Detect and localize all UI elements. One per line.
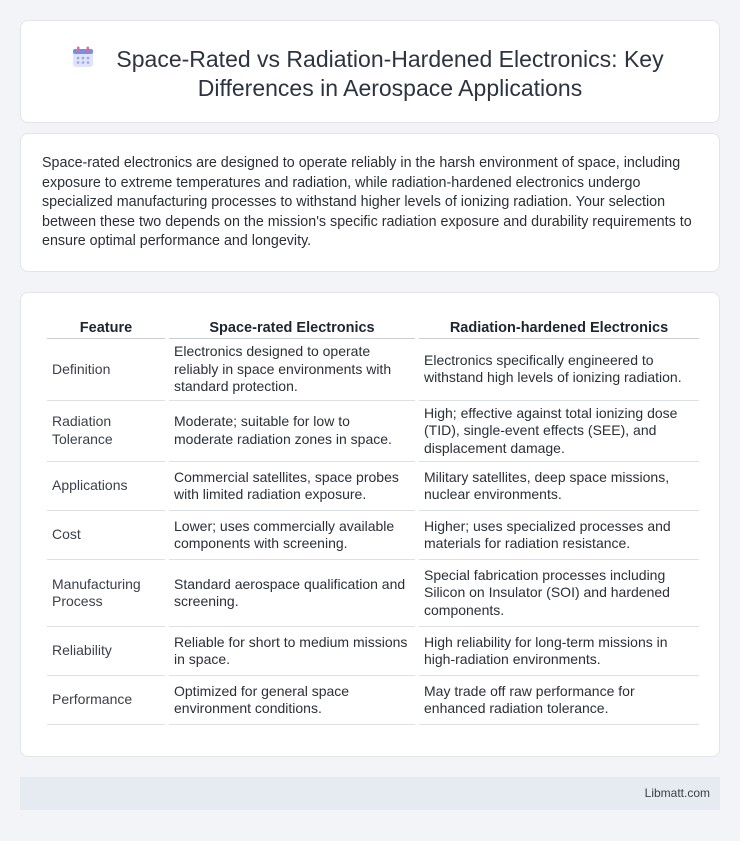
table-header-row xyxy=(47,315,699,339)
feature-cell: Reliability xyxy=(47,627,165,676)
table-row xyxy=(47,560,699,627)
comparison-card xyxy=(20,292,720,757)
space-rated-cell: Commercial satellites, space probes with limited radiation exposure. xyxy=(169,462,415,511)
header-radiation-hardened: Radiation-hardened Electronics xyxy=(419,315,699,339)
radiation-hardened-cell: High reliability for long-term missions in high-radiation environments. xyxy=(419,627,699,676)
header-space-rated: Space-rated Electronics xyxy=(169,315,415,339)
radiation-hardened-cell: High; effective against total ionizing dose (TID), single-event effects (SEE), and displacement damage. xyxy=(419,401,699,463)
radiation-hardened-cell: May trade off raw performance for enhanced radiation tolerance. xyxy=(419,676,699,725)
radiation-hardened-cell: Special fabrication processes including Silicon on Insulator (SOI) and hardened components. xyxy=(419,560,699,627)
feature-cell: Performance xyxy=(47,676,165,725)
space-rated-cell: Electronics designed to operate reliably in space environments with standard protection. xyxy=(169,339,415,401)
feature-cell: Cost xyxy=(47,511,165,560)
space-rated-cell: Standard aerospace qualification and screening. xyxy=(169,560,415,627)
feature-cell: Definition xyxy=(47,339,165,401)
intro-paragraph: Space-rated electronics are designed to operate reliably in the harsh environment of space, including exposure to extreme temperatures and radiation, while radiation-hardened electronics undergo specialized manufacturing processes to withstand higher levels of ionizing radiation. Your selection between these two depends on the mission's specific radiation exposure and durability requirements to ensure optimal performance and longevity. xyxy=(42,155,692,249)
feature-cell: Applications xyxy=(47,462,165,511)
space-rated-cell: Optimized for general space environment conditions. xyxy=(169,676,415,725)
table-row xyxy=(47,511,699,560)
comparison-table xyxy=(43,315,703,725)
table-row xyxy=(47,462,699,511)
radiation-hardened-cell: Military satellites, deep space missions, nuclear environments. xyxy=(419,462,699,511)
radiation-hardened-cell: Higher; uses specialized processes and materials for radiation resistance. xyxy=(419,511,699,560)
footer-brand-link[interactable]: Libmatt.com xyxy=(644,786,710,800)
table-row xyxy=(47,676,699,725)
feature-cell: Radiation Tolerance xyxy=(47,401,165,463)
table-row xyxy=(47,627,699,676)
feature-cell: Manufacturing Process xyxy=(47,560,165,627)
space-rated-cell: Reliable for short to medium missions in space. xyxy=(169,627,415,676)
page-title: Space-Rated vs Radiation-Hardened Electronics: Key Differences in Aerospace Applications xyxy=(116,46,664,101)
radiation-hardened-cell: Electronics specifically engineered to withstand high levels of ionizing radiation. xyxy=(419,339,699,401)
intro-card xyxy=(20,133,720,272)
space-rated-cell: Lower; uses commercially available components with screening. xyxy=(169,511,415,560)
footer-bar xyxy=(20,777,720,810)
table-row xyxy=(47,339,699,401)
title-card xyxy=(20,20,720,123)
header-feature: Feature xyxy=(47,315,165,339)
space-rated-cell: Moderate; suitable for low to moderate radiation zones in space. xyxy=(169,401,415,463)
table-row xyxy=(47,401,699,463)
